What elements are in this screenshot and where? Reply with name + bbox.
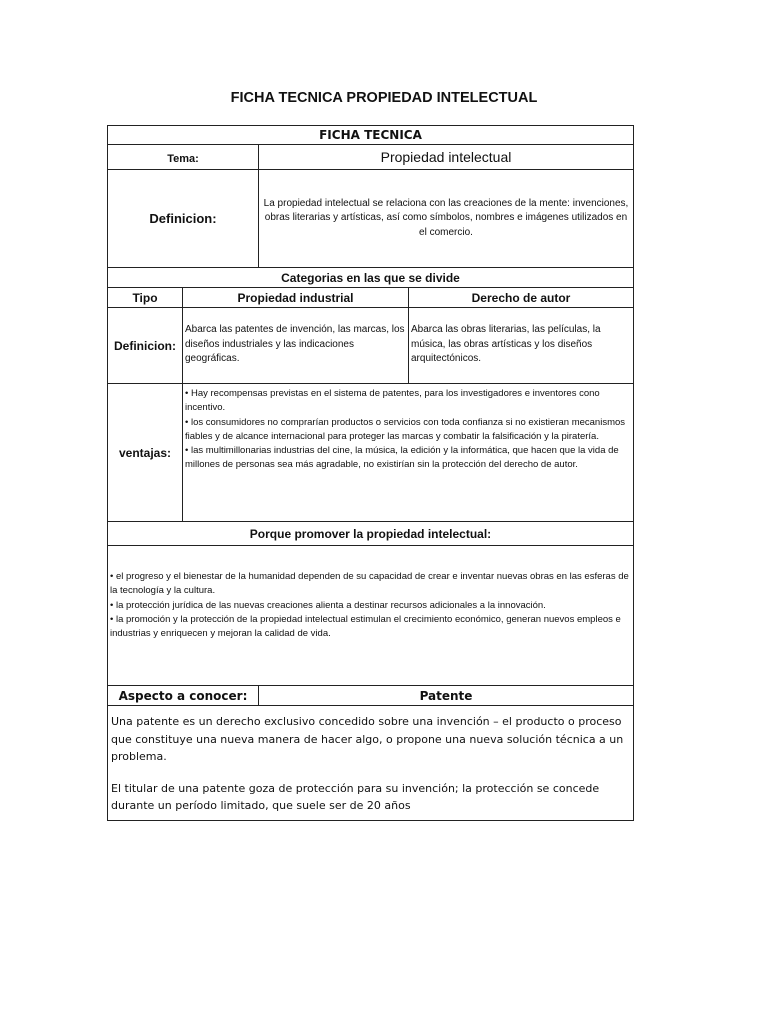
industrial-definition-text: Abarca las patentes de invención, las marcas, los diseños industriales y las indicaciones geográficas. (185, 324, 405, 364)
ventajas-label: ventajas: (107, 383, 183, 522)
promover-item: • el progreso y el bienestar de la humanidad dependen de su capacidad de crear e inventar nuevas obras en las esferas de la tecnología y la cultura. (110, 571, 629, 597)
col-autor: Derecho de autor (408, 287, 634, 308)
aspecto-label: Aspecto a conocer: (107, 685, 259, 706)
patente-paragraph-1: Una patente es un derecho exclusivo concedido sobre una invención – el producto o proceso que constituye una nueva manera de hacer algo, o propone una nueva solución técnica a un problema. (111, 715, 624, 764)
promover-item: • la protección jurídica de las nuevas creaciones alienta a destinar recursos adicionales a la innovación. (110, 599, 546, 611)
categorias-definicion-label: Definicion: (107, 307, 183, 384)
autor-definition (408, 307, 634, 384)
definicion-text-body: La propiedad intelectual se relaciona con las creaciones de la mente: invenciones, obras literarias y artísticas, así como símbolos, nombres e imágenes utilizados en el comercio. (263, 197, 629, 238)
categorias-title: Categorias en las que se divide (107, 267, 634, 288)
autor-definition-text: Abarca las obras literarias, las películas, la música, las obras artísticas y los diseños arquitectónicos. (411, 324, 601, 364)
definicion-label: Definicion: (107, 169, 259, 268)
patente-paragraph-2: El titular de una patente goza de protección para su invención; la protección se concede durante un período limitado, que suele ser de 20 años (111, 781, 600, 813)
tema-value: Propiedad intelectual (258, 144, 634, 170)
aspecto-value: Patente (258, 685, 634, 706)
promover-list (107, 545, 634, 686)
ficha-header: FICHA TECNICA (107, 125, 634, 145)
promover-title: Porque promover la propiedad intelectual: (107, 521, 634, 546)
patente-description (107, 705, 634, 821)
definicion-text (258, 169, 634, 268)
col-industrial: Propiedad industrial (182, 287, 409, 308)
col-tipo: Tipo (107, 287, 183, 308)
ventajas-list (182, 383, 634, 522)
page-title: FICHA TECNICA PROPIEDAD INTELECTUAL (230, 90, 538, 106)
ventaja-item: • Hay recompensas previstas en el sistema de patentes, para los investigadores e inventores cono incentivo. (185, 388, 600, 414)
industrial-definition (182, 307, 409, 384)
promover-item: • la promoción y la protección de la propiedad intelectual estimulan el crecimiento económico, generan nuevos empleos e industrias y enriquecen y mejoran la calidad de vida. (110, 613, 621, 639)
ventaja-item: • los consumidores no comprarían productos o servicios con toda confianza si no existieran mecanismos fiables y de alcance internacional para proteger las marcas y combatir la falsificación y la piratería. (185, 416, 626, 442)
tema-label: Tema: (107, 144, 259, 170)
ventaja-item: • las multimillonarias industrias del cine, la música, la edición y la informática, que hacen que la vida de millones de personas sea más agradable, no existirían sin la protección del derecho de autor. (185, 445, 619, 471)
